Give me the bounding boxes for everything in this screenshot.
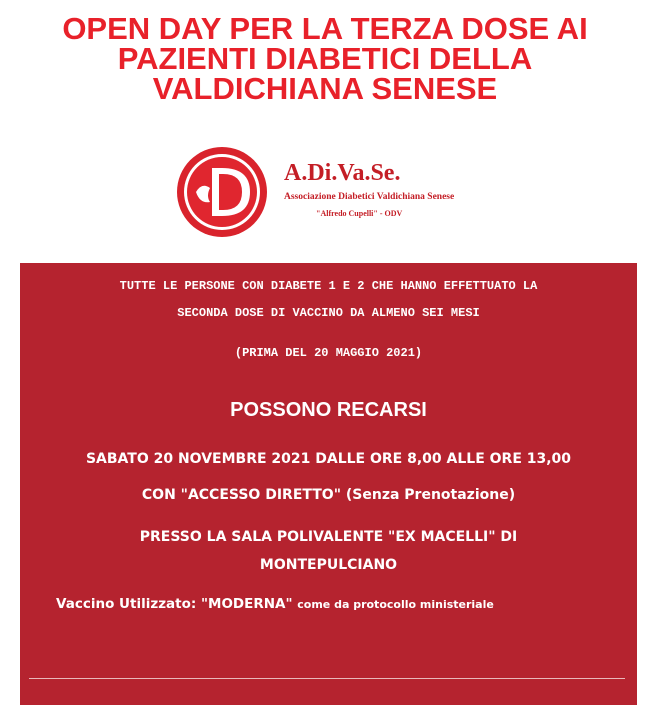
eligibility-line-1: TUTTE LE PERSONE CON DIABETE 1 E 2 CHE HANNO EFFETTUATO LA <box>119 279 538 293</box>
announcement-heading: POSSONO RECARSI <box>230 399 427 421</box>
association-logo <box>176 146 496 238</box>
eligibility-line-2: SECONDA DOSE DI VACCINO DA ALMENO SEI MESI <box>177 306 480 320</box>
logo-d-emblem-icon <box>176 146 276 238</box>
vaccine-name: Vaccino Utilizzato: "MODERNA" <box>56 596 293 612</box>
vaccine-protocol: come da protocollo ministeriale <box>297 598 494 611</box>
announcement-panel <box>20 263 637 705</box>
location-line-2: MONTEPULCIANO <box>259 557 398 573</box>
location-line-1: PRESSO LA SALA POLIVALENTE "EX MACELLI" DI <box>139 529 518 545</box>
logo-subtitle: Associazione Diabetici Valdichiana Senese <box>284 192 455 202</box>
eligibility-note: (PRIMA DEL 20 MAGGIO 2021) <box>234 346 423 360</box>
panel-divider <box>29 678 625 679</box>
title-line-2: PAZIENTI DIABETICI DELLA <box>117 41 533 76</box>
title-line-3: VALDICHIANA SENESE <box>152 71 498 106</box>
event-date: SABATO 20 NOVEMBRE 2021 DALLE ORE 8,00 ALLE ORE 13,00 <box>85 451 572 467</box>
access-info: CON "ACCESSO DIRETTO" (Senza Prenotazione) <box>141 487 516 503</box>
vaccine-info <box>56 596 494 612</box>
title-line-1: OPEN DAY PER LA TERZA DOSE AI <box>62 11 588 46</box>
logo-name: A.Di.Va.Se. <box>284 160 401 186</box>
page-title <box>0 11 650 106</box>
logo-tagline: "Alfredo Cupelli" - ODV <box>316 209 403 218</box>
